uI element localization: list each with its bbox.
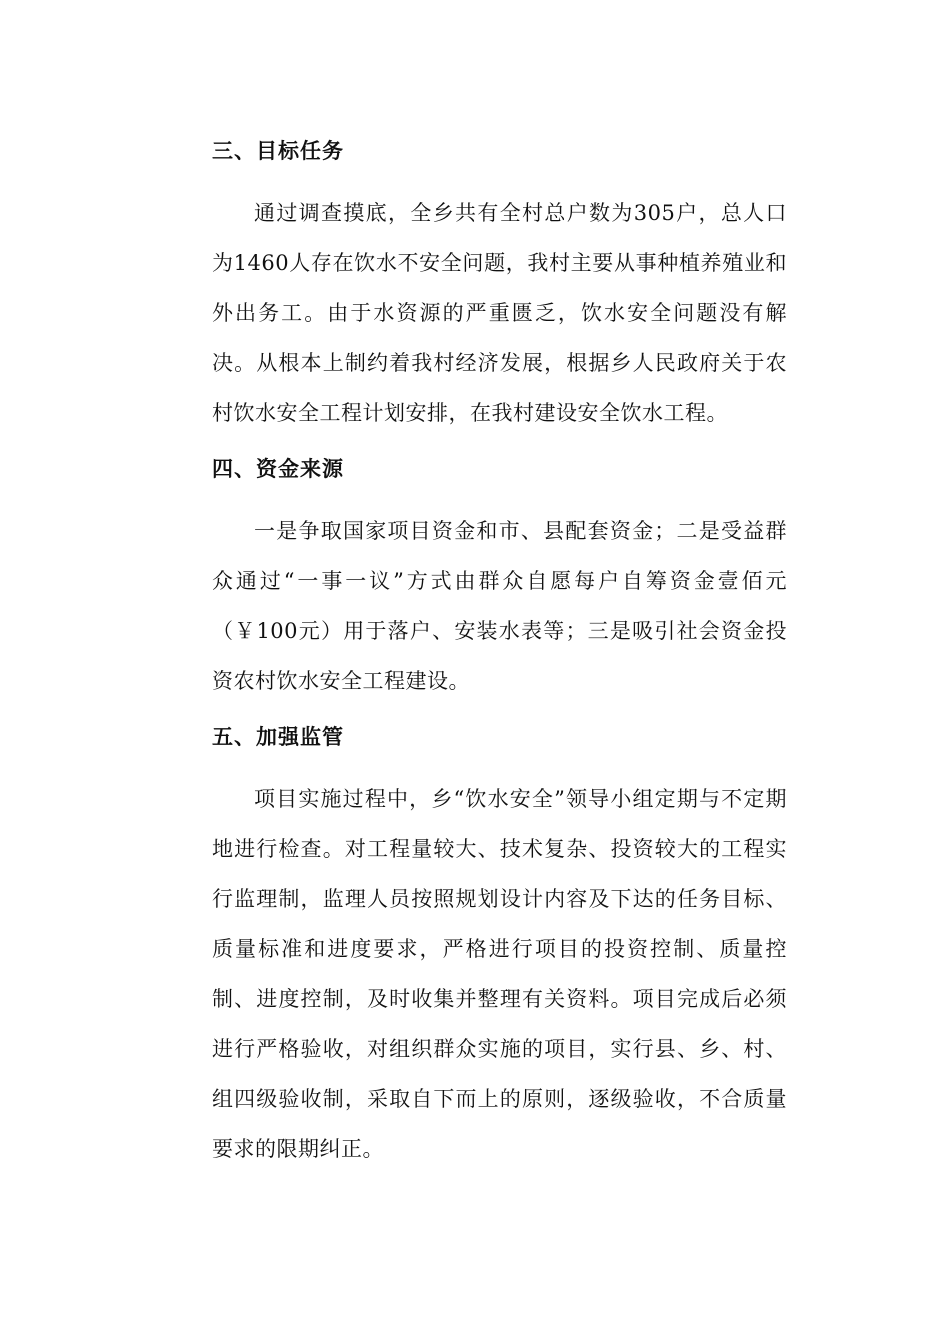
section-heading-goals: 三、目标任务 — [212, 139, 344, 163]
section-heading-supervision: 五、加强监管 — [212, 725, 344, 749]
section-body-funding: 一是争取国家项目资金和市、县配套资金；二是受益群众通过“一事一议”方式由群众自愿每户自筹资金壹佰元（￥100元）用于落户、安装水表等；三是吸引社会资金投资农村饮水安全工程建设。 — [212, 519, 787, 693]
section-heading-funding: 四、资金来源 — [212, 457, 344, 481]
section-body-supervision: 项目实施过程中，乡“饮水安全”领导小组定期与不定期地进行检查。对工程量较大、技术复杂、投资较大的工程实行监理制，监理人员按照规划设计内容及下达的任务目标、质量标准和进度要求，严格进行项目的投资控制、质量控制、进度控制，及时收集并整理有关资料。项目完成后必须进行严格验收，对组织群众实施的项目，实行县、乡、村、组四级验收制，采取自下而上的原则，逐级验收，不合质量要求的限期纠正。 — [212, 787, 787, 1161]
section-body-goals: 通过调查摸底，全乡共有全村总户数为305户，总人口为1460人存在饮水不安全问题，我村主要从事种植养殖业和外出务工。由于水资源的严重匮乏，饮水安全问题没有解决。从根本上制约着我村经济发展，根据乡人民政府关于农村饮水安全工程计划安排，在我村建设安全饮水工程。 — [212, 201, 787, 425]
document-page — [212, 138, 787, 1174]
